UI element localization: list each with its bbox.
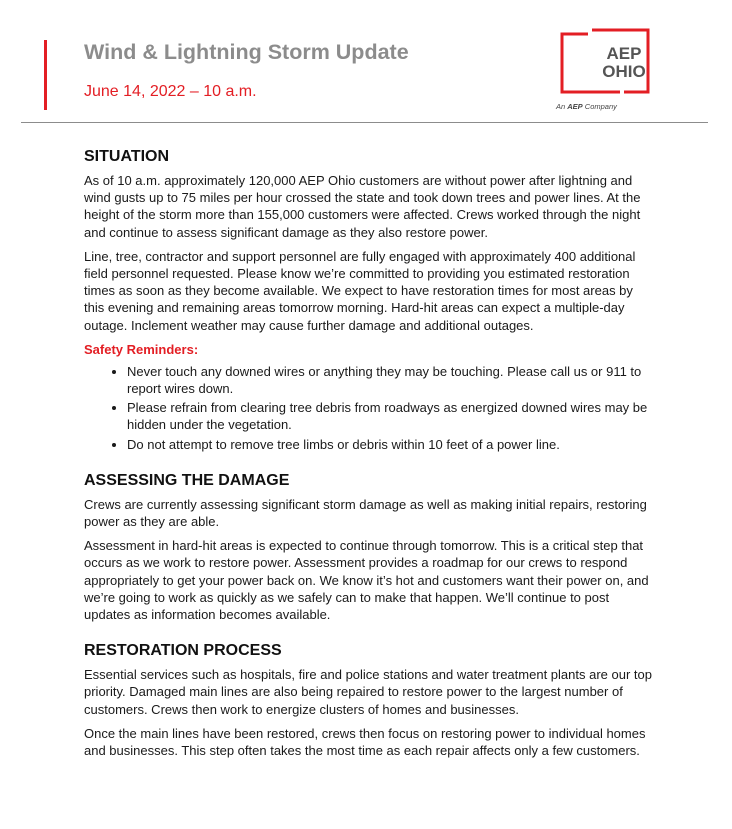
document-date: June 14, 2022 – 10 a.m. [84,83,257,100]
safety-bullet-2: • Please refrain from clearing tree debris from roadways as energized downed wires may be hidden under the vegetation. [127,399,654,433]
assessing-paragraph-2: Assessment in hard-hit areas is expected to continue through tomorrow. This is a critical step that occurs as we work to restore power. Assessment provides a roadmap for our crews to respond appropriately to get your power back on. We know it’s hot and customers want their power on, and we’re going to work as quickly as we safely can to make that happen. We’ll continue to post updates as information becomes available. [84,538,649,623]
situation-section [84,147,654,453]
restoration-paragraph-1: Essential services such as hospitals, fire and police stations and water treatment plants are our top priority. Damaged main lines are also being repaired to restore power to the largest number of customers. Crews then work to energize clusters of homes and businesses. [84,667,652,717]
situation-heading: SITUATION [84,148,170,165]
header-accent-bar [44,40,47,110]
safety-bullet-1: • Never touch any downed wires or anything they may be touching. Please call us or 911 to report wires down. [127,363,654,397]
aep-ohio-logo [554,26,654,112]
logo-line2: OHIO [602,62,646,81]
restoration-section [84,641,654,759]
document-body [84,145,654,777]
safety-reminders-list [84,363,654,453]
header-divider [21,122,708,123]
document-title: Wind & Lightning Storm Update [84,40,409,64]
situation-paragraph-1: As of 10 a.m. approximately 120,000 AEP Ohio customers are without power after lightning and wind gusts up to 75 miles per hour crossed the state and took down trees and power lines. At the height of the storm more than 155,000 customers were affected. Crews worked through the night and continue to assess significant damage as they also restore power. [84,173,641,240]
safety-bullet-3: • Do not attempt to remove tree limbs or debris within 10 feet of a power line. [127,436,654,453]
logo-line1: AEP [606,44,642,63]
safety-reminders-label: Safety Reminders: [84,341,199,357]
assessing-section [84,471,654,623]
assessing-heading: ASSESSING THE DAMAGE [84,471,290,489]
situation-paragraph-2: Line, tree, contractor and support personnel are fully engaged with approximately 400 additional field personnel requested. Please know we’re committed to providing you estimated restoration times as soon as they become available. We expect to have restoration times for most areas by this evening and remaining areas tomorrow morning. Hard-hit areas can expect a multiple-day outage. Inclement weather may cause further damage and additional outages. [84,248,636,333]
restoration-paragraph-2: Once the main lines have been restored, crews then focus on restoring power to individual homes and businesses. This step often takes the most time as each repair affects only a few customers. [84,725,646,759]
restoration-heading: RESTORATION PROCESS [84,642,282,660]
assessing-paragraph-1: Crews are currently assessing significant storm damage as well as making initial repairs, restoring power as they are able. [84,496,647,530]
logo-tagline: An AEP Company [556,102,617,111]
